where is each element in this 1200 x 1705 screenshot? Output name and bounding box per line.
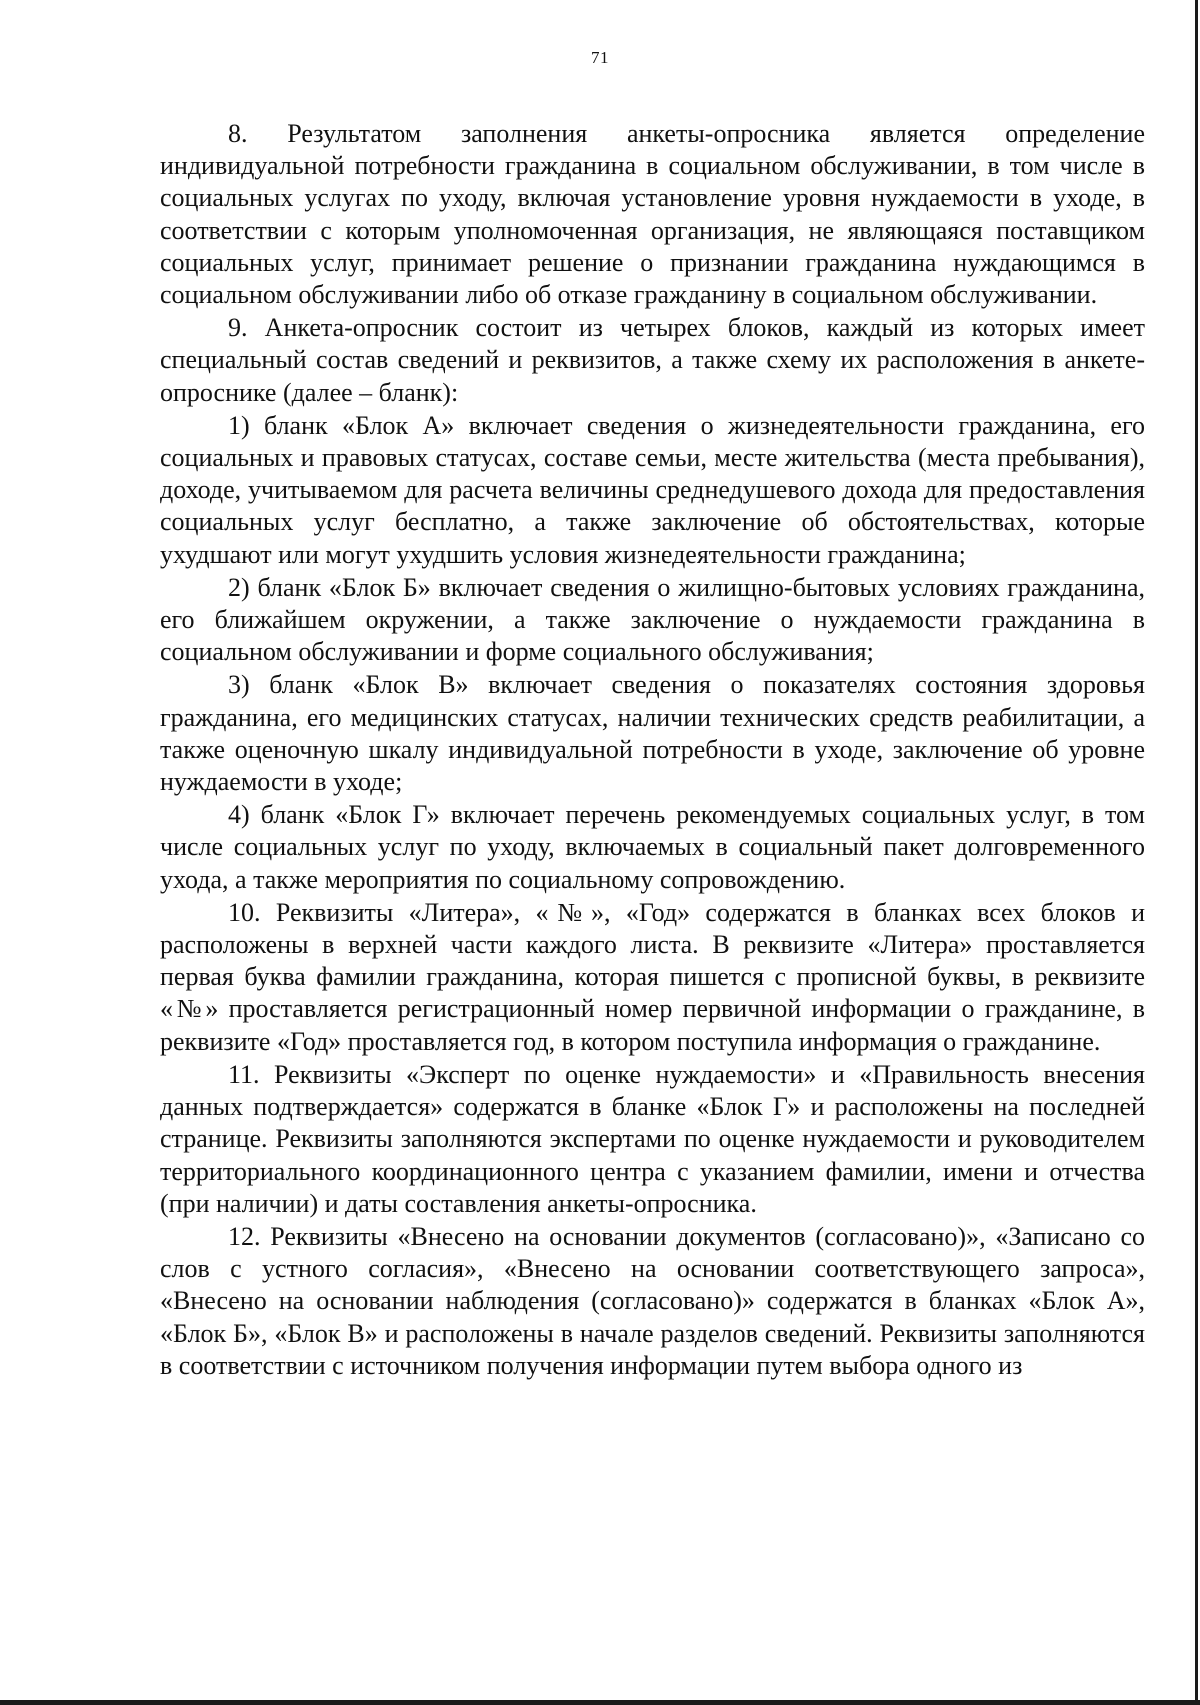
scan-border-bottom xyxy=(0,1700,1200,1705)
list-item-block-v: 3) бланк «Блок В» включает сведения о показателях состояния здоровья гражданина, его медицинских статусах, наличии технических средств реабилитации, а также оценочную шкалу индивидуальной потребности в уходе, заключение об уровне нуждаемости в уходе; xyxy=(160,670,1145,797)
list-item-block-b: 2) бланк «Блок Б» включает сведения о жилищно-бытовых условиях гражданина, его ближайшем окружении, а также заключение о нуждаемости гражданина в социальном обслуживании и форме социального обслуживания; xyxy=(160,572,1145,667)
document-body xyxy=(160,118,1145,1383)
paragraph-10: 10. Реквизиты «Литера», «№», «Год» содержатся в бланках всех блоков и расположены в верхней части каждого листа. В реквизите «Литера» проставляется первая буква фамилии гражданина, которая пишется с прописной буквы, в реквизите «№» проставляется регистрационный номер первичной информации о гражданине, в реквизите «Год» проставляется год, в котором поступила информация о гражданине. xyxy=(160,897,1145,1056)
page-number: 71 xyxy=(591,48,609,67)
paragraph-8: 8. Результатом заполнения анкеты-опросника является определение индивидуальной потребности гражданина в социальном обслуживании, в том числе в социальных услугах по уходу, включая установление уровня нуждаемости в уходе, в соответствии с которым уполномоченная организация, не являющаяся поставщиком социальных услуг, принимает решение о признании гражданина нуждающимся в социальном обслуживании либо об отказе гражданину в социальном обслуживании. xyxy=(160,119,1145,310)
paragraph-11: 11. Реквизиты «Эксперт по оценке нуждаемости» и «Правильность внесения данных подтверждается» содержатся в бланке «Блок Г» и расположены на последней странице. Реквизиты заполняются экспертами по оценке нуждаемости и руководителем территориального координационного центра с указанием фамилии, имени и отчества (при наличии) и даты составления анкеты-опросника. xyxy=(160,1059,1145,1218)
list-item-block-g: 4) бланк «Блок Г» включает перечень рекомендуемых социальных услуг, в том числе социальных услуг по уходу, включаемых в социальный пакет долговременного ухода, а также мероприятия по социальному сопровождению. xyxy=(160,800,1145,894)
paragraph-9: 9. Анкета-опросник состоит из четырех блоков, каждый из которых имеет специальный состав сведений и реквизитов, а также схему их расположения в анкете-опроснике (далее – бланк): xyxy=(160,313,1145,407)
scan-border-right xyxy=(1195,0,1198,1705)
list-item-block-a: 1) бланк «Блок А» включает сведения о жизнедеятельности гражданина, его социальных и правовых статусах, составе семьи, месте жительства (места пребывания), доходе, учитываемом для расчета величины среднедушевого дохода для предоставления социальных услуг бесплатно, а также заключение об обстоятельствах, которые ухудшают или могут ухудшить условия жизнедеятельности гражданина; xyxy=(160,410,1145,569)
paragraph-12: 12. Реквизиты «Внесено на основании документов (согласовано)», «Записано со слов с устного согласия», «Внесено на основании соответствующего запроса», «Внесено на основании наблюдения (согласовано)» содержатся в бланках «Блок А», «Блок Б», «Блок В» и расположены в начале разделов сведений. Реквизиты заполняются в соответствии с источником получения информации путем выбора одного из xyxy=(160,1221,1145,1380)
